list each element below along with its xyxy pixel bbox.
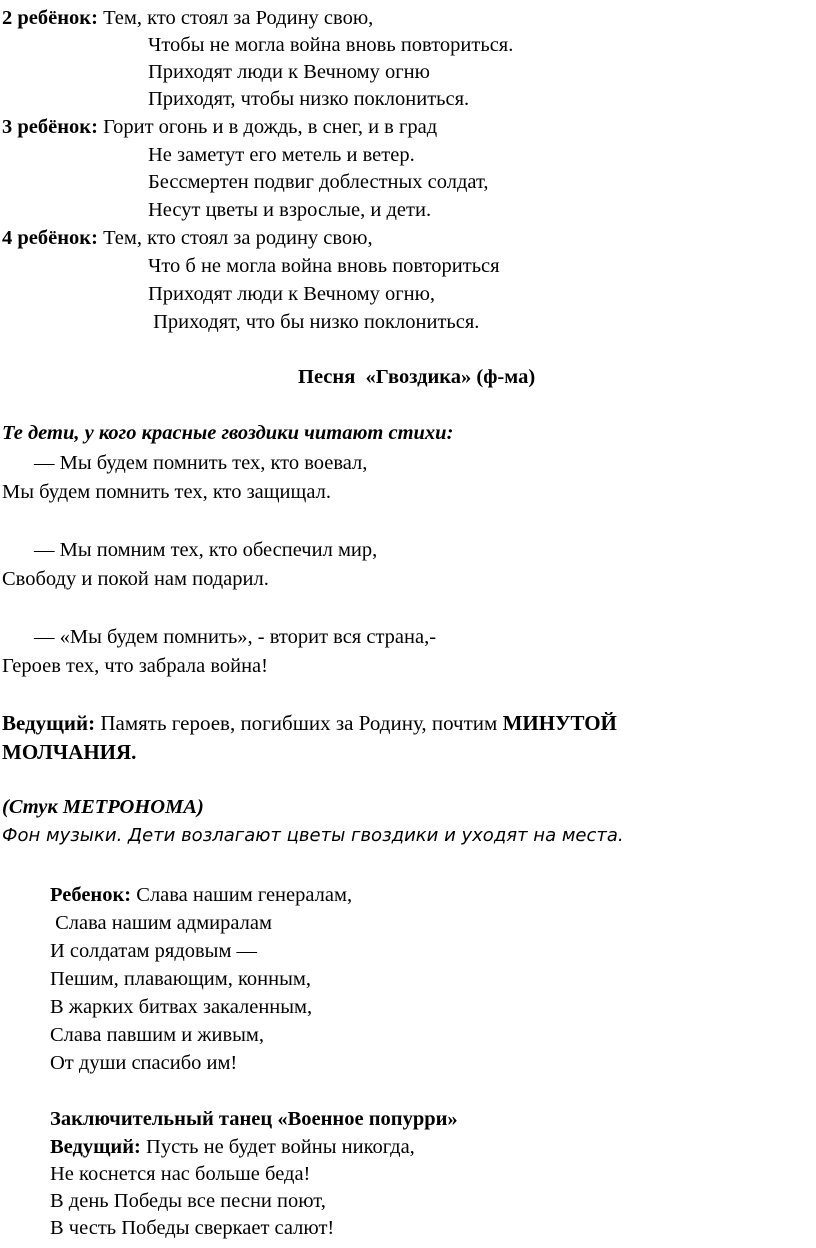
- verse-line: Мы будем помнить тех, кто защищал.: [2, 481, 331, 503]
- host-text: Память героев, погибших за Родину, почтим: [100, 711, 498, 735]
- verse-line: Бессмертен подвиг доблестных солдат,: [148, 171, 489, 193]
- verse-line: От души спасибо им!: [50, 1052, 238, 1074]
- verse-line: Героев тех, что забрала война!: [2, 655, 268, 677]
- verse-line: В жарких битвах закаленным,: [50, 996, 313, 1018]
- verse-line: Пешим, плавающим, конным,: [50, 968, 311, 990]
- verse-line: В честь Победы сверкает салют!: [50, 1217, 335, 1239]
- host-line-1: [2, 713, 617, 734]
- speaker-label: 4 ребёнок:: [2, 227, 98, 249]
- verse-line: Чтобы не могла война вновь повториться.: [148, 34, 514, 56]
- verse-line: Слава павшим и живым,: [50, 1024, 265, 1046]
- stage-direction: Фон музыки. Дети возлагают цветы гвоздики и уходят на места.: [2, 825, 624, 846]
- verse-line: Приходят люди к Вечному огню,: [148, 283, 436, 305]
- verse-line: Приходят, что бы низко поклониться.: [148, 311, 480, 333]
- stanza3-line-1: [2, 117, 437, 138]
- verse-line: Что б не могла война вновь повториться: [148, 255, 500, 277]
- final-dance-heading: Заключительный танец «Военное попурри»: [50, 1108, 458, 1130]
- emphasis-text: МОЛЧАНИЯ.: [2, 740, 137, 764]
- verse-line: Свободу и покой нам подарил.: [2, 568, 269, 590]
- metronome-direction: (Стук МЕТРОНОМА): [2, 796, 204, 818]
- speaker-label: 2 ребёнок:: [2, 7, 98, 29]
- speaker-label: Ведущий:: [2, 711, 96, 735]
- verse-line: Пусть не будет войны никогда,: [146, 1136, 415, 1158]
- host2-line-1: [50, 1137, 415, 1158]
- speaker-label: Ребенок:: [50, 884, 132, 906]
- speaker-label: Ведущий:: [50, 1136, 141, 1158]
- verse-line: Горит огонь и в дождь, в снег, и в град: [103, 116, 438, 138]
- speaker-label: 3 ребёнок:: [2, 116, 98, 138]
- child-line-1: [50, 885, 352, 906]
- verse-line: В день Победы все песни поют,: [50, 1190, 326, 1212]
- verse-line: — Мы помним тех, кто обеспечил мир,: [34, 539, 378, 561]
- verse-line: Несут цветы и взрослые, и дети.: [148, 199, 432, 221]
- verse-line: Слава нашим генералам,: [136, 884, 353, 906]
- verse-line: Не коснется нас больше беда!: [50, 1163, 311, 1185]
- verse-line: И солдатам рядовым —: [50, 940, 258, 962]
- stanza4-line-1: [2, 228, 373, 249]
- verse-line: Тем, кто стоял за Родину свою,: [103, 7, 374, 29]
- emphasis-text: МИНУТОЙ: [502, 711, 617, 735]
- carnation-intro: Те дети, у кого красные гвоздики читают стихи:: [2, 422, 454, 444]
- verse-line: Не заметут его метель и ветер.: [148, 144, 415, 166]
- verse-line: — «Мы будем помнить», - вторит вся страна,-: [34, 626, 437, 648]
- verse-line: Приходят люди к Вечному огню: [148, 61, 430, 83]
- verse-line: — Мы будем помнить тех, кто воевал,: [34, 452, 368, 474]
- verse-line: Слава нашим адмиралам: [50, 912, 272, 934]
- verse-line: Приходят, чтобы низко поклониться.: [148, 88, 470, 110]
- verse-line: Тем, кто стоял за родину свою,: [103, 227, 373, 249]
- stanza2-line-1: [2, 8, 373, 29]
- song-heading: Песня «Гвоздика» (ф-ма): [298, 366, 536, 388]
